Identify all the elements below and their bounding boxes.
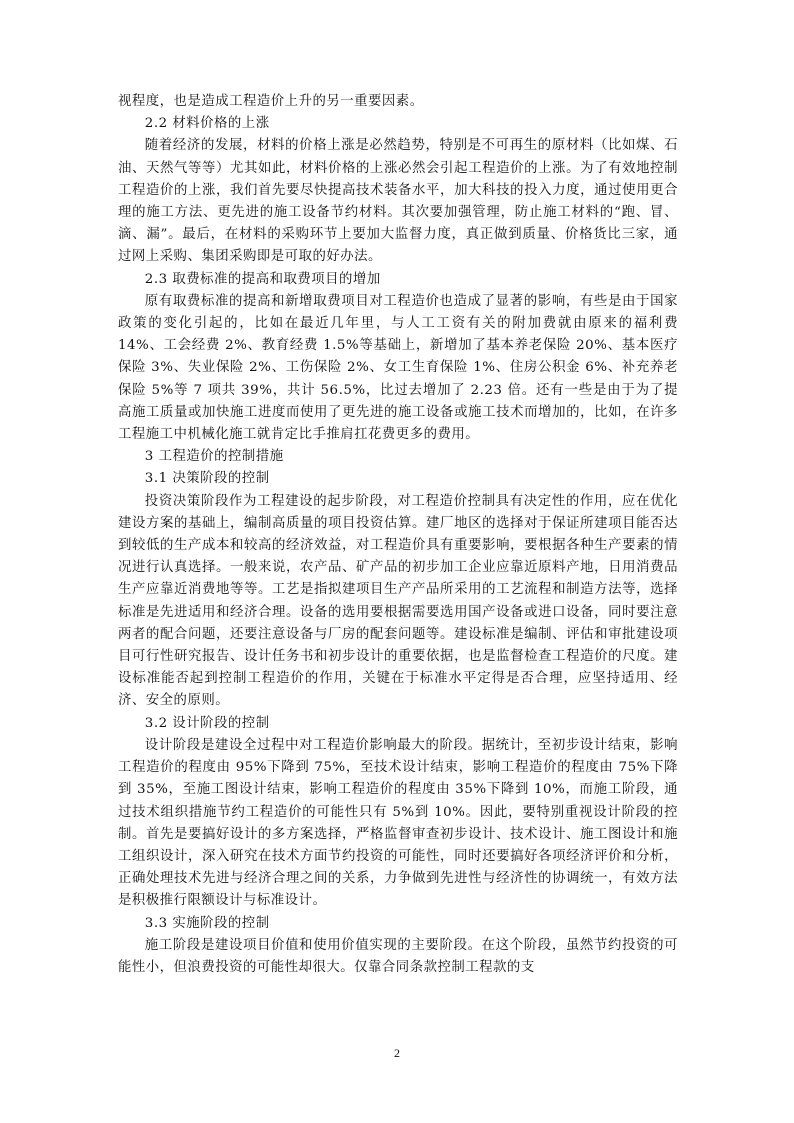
document-body	[118, 91, 678, 979]
section-3-1-body: 投资决策阶段作为工程建设的起步阶段，对工程造价控制具有决定性的作用，应在优化建设方案的基础上，编制高质量的项目投资估算。建厂地区的选择对于保证所建项目能否达到较低的生产成本和较高的经济效益，对工程造价具有重要影响，要根据各种生产要素的情况进行认真选择。一般来说，农产品、矿产品的初步加工企业应靠近原料产地，日用消费品生产应靠近消费地等等。工艺是指拟建项目生产产品所采用的工艺流程和制造方法等，选择标准是先进适用和经济合理。设备的选用要根据需要选用国产设备或进口设备，同时要注意两者的配合问题，还要注意设备与厂房的配套问题等。建设标准是编制、评估和审批建设项目可行性研究报告、设计任务书和初步设计的重要依据，也是监督检查工程造价的尺度。建设标准能否起到控制工程造价的作用，关键在于标准水平定得是否合理，应坚持适用、经济、安全的原则。	[118, 493, 678, 709]
section-3-3-heading: 3.3 实施阶段的控制	[144, 915, 270, 931]
lead-paragraph: 视程度，也是造成工程造价上升的另一重要因素。	[118, 94, 424, 109]
section-2-3-heading: 2.3 取费标准的提高和取费项目的增加	[144, 271, 381, 287]
section-2-2-body: 随着经济的发展，材料的价格上涨是必然趋势，特别是不可再生的原材料（比如煤、石油、天然气等等）尤其如此，材料价格的上涨必然会引起工程造价的上涨。为了有效地控制工程造价的上涨，我们首先要尽快提高技术装备水平，加大科技的投入力度，通过使用更合理的施工方法、更先进的施工设备节约材料。其次要加强管理，防止施工材料的“跑、冒、滴、漏”。最后，在材料的采购环节上要加大监督力度，真正做到质量、价格货比三家，通过网上采购、集团采购即是可取的好办法。	[118, 138, 678, 265]
section-2-3-body: 原有取费标准的提高和新增取费项目对工程造价也造成了显著的影响，有些是由于国家政策的变化引起的，比如在最近几年里，与人工工资有关的附加费就由原来的福利费 14%、工会经费 2%、教育经费 1.5%等基础上，新增加了基本养老保险 20%、基本医疗保险 3%、失业保险 2%、工伤保险 2%、女工生育保险 1%、住房公积金 6%、补充养老保险 5%等 7 项共 39%，共计 56.5%，比过去增加了 2.23 倍。还有一些是由于为了提高施工质量或加快施工进度而使用了更先进的施工设备或施工技术而增加的，比如，在许多工程施工中机械化施工就肯定比手推肩扛花费更多的费用。	[118, 293, 678, 443]
page-number: 2	[394, 1046, 400, 1060]
section-2-2-heading: 2.2 材料价格的上涨	[144, 116, 270, 132]
section-3-1-heading: 3.1 决策阶段的控制	[144, 471, 270, 487]
section-3-heading: 3 工程造价的控制措施	[144, 449, 284, 465]
section-3-2-body: 设计阶段是建设全过程中对工程造价影响最大的阶段。据统计，至初步设计结束，影响工程造价的程度由 95%下降到 75%，至技术设计结束，影响工程造价的程度由 75%下降到 35%，至施工图设计结束，影响工程造价的程度由 35%下降到 10%，而施工阶段，通过技术组织措施节约工程造价的可能性只有 5%到 10%。因此，要特别重视设计阶段的控制。首先是要搞好设计的多方案选择，严格监督审查初步设计、技术设计、施工图设计和施工组织设计，深入研究在技术方面节约投资的可能性，同时还要搞好各项经济评价和分析，正确处理技术先进与经济合理之间的关系，力争做到先进性与经济性的协调统一，有效方法是积极推行限额设计与标准设计。	[118, 737, 678, 909]
section-3-3-body: 施工阶段是建设项目价值和使用价值实现的主要阶段。在这个阶段，虽然节约投资的可能性小，但浪费投资的可能性却很大。仅靠合同条款控制工程款的支	[118, 937, 678, 975]
section-3-2-heading: 3.2 设计阶段的控制	[144, 715, 270, 731]
